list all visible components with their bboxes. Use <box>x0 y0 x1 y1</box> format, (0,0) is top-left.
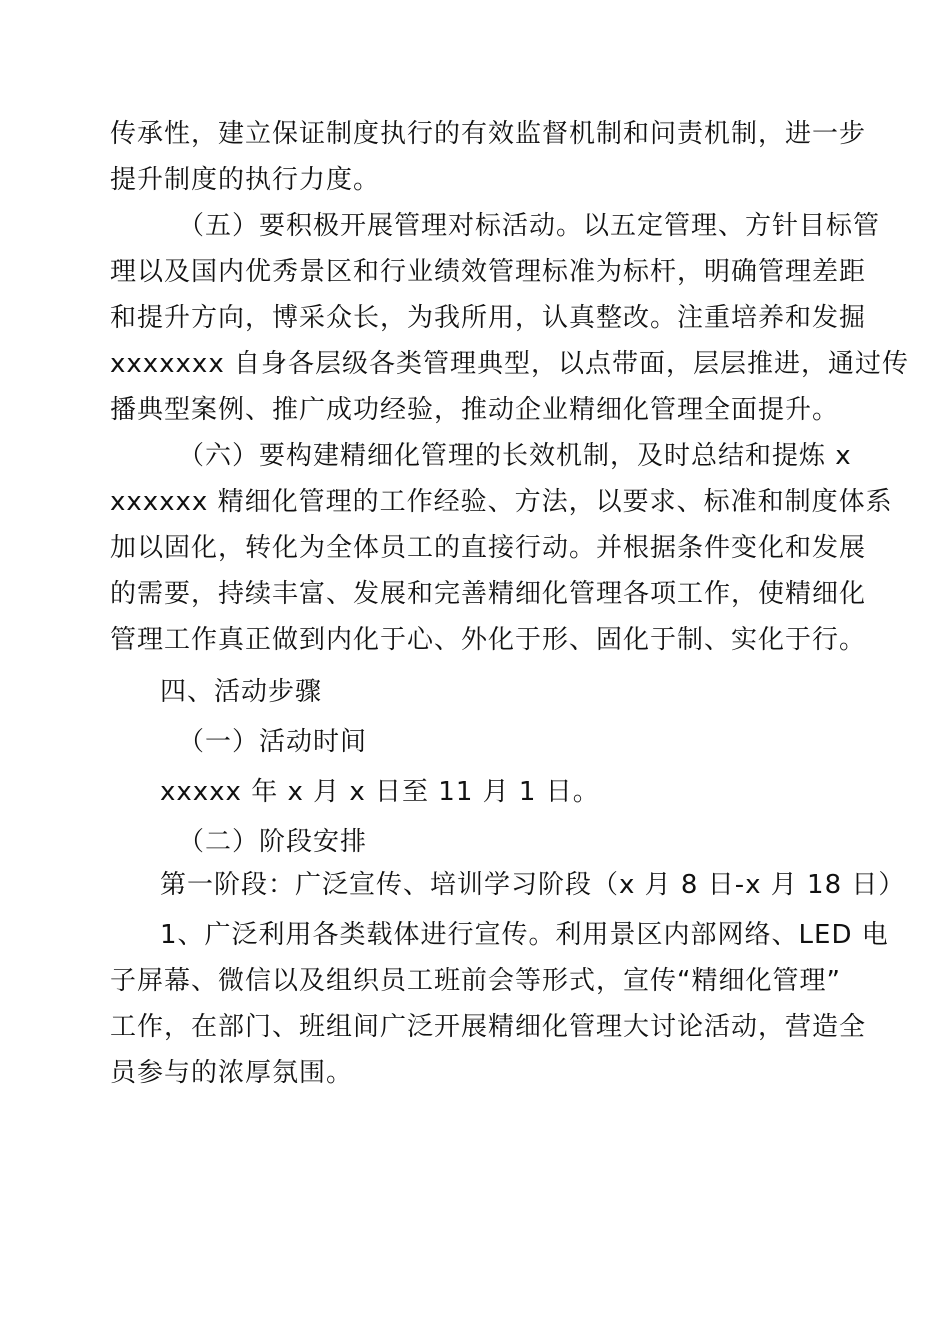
paragraph-line: xxxxx 年 x 月 x 日至 11 月 1 日。 <box>160 777 600 807</box>
paragraph-line: 的需要，持续丰富、发展和完善精细化管理各项工作，使精细化 <box>110 579 867 609</box>
paragraph-line: xxxxxxx 自身各层级各类管理典型，以点带面，层层推进，通过传 <box>110 349 909 379</box>
paragraph-line: 员参与的浓厚氛围。 <box>110 1058 354 1088</box>
paragraph-line: 理以及国内优秀景区和行业绩效管理标准为标杆，明确管理差距 <box>110 257 867 287</box>
paragraph-line: （五）要积极开展管理对标活动。以五定管理、方针目标管 <box>178 211 881 241</box>
stage-heading: 第一阶段：广泛宣传、培训学习阶段（x 月 8 日-x 月 18 日） <box>160 870 906 900</box>
paragraph-line: xxxxxx 精细化管理的工作经验、方法，以要求、标准和制度体系 <box>110 487 893 517</box>
paragraph-line: （六）要构建精细化管理的长效机制，及时总结和提炼 x <box>178 441 852 471</box>
paragraph-line: 加以固化，转化为全体员工的直接行动。并根据条件变化和发展 <box>110 533 867 563</box>
paragraph-line: 工作，在部门、班组间广泛开展精细化管理大讨论活动，营造全 <box>110 1012 867 1042</box>
subsection-heading: （二）阶段安排 <box>178 827 368 857</box>
paragraph-line: 提升制度的执行力度。 <box>110 165 381 195</box>
paragraph-line: 播典型案例、推广成功经验，推动企业精细化管理全面提升。 <box>110 395 840 425</box>
subsection-heading: （一）活动时间 <box>178 727 368 757</box>
paragraph-line: 管理工作真正做到内化于心、外化于形、固化于制、实化于行。 <box>110 625 867 655</box>
paragraph-line: 传承性，建立保证制度执行的有效监督机制和问责机制，进一步 <box>110 119 867 149</box>
paragraph-line: 子屏幕、微信以及组织员工班前会等形式，宣传“精细化管理” <box>110 966 841 996</box>
section-heading: 四、活动步骤 <box>160 677 323 707</box>
paragraph-line: 和提升方向，博采众长，为我所用，认真整改。注重培养和发掘 <box>110 303 867 333</box>
paragraph-line: 1、广泛利用各类载体进行宣传。利用景区内部网络、LED 电 <box>160 920 889 950</box>
